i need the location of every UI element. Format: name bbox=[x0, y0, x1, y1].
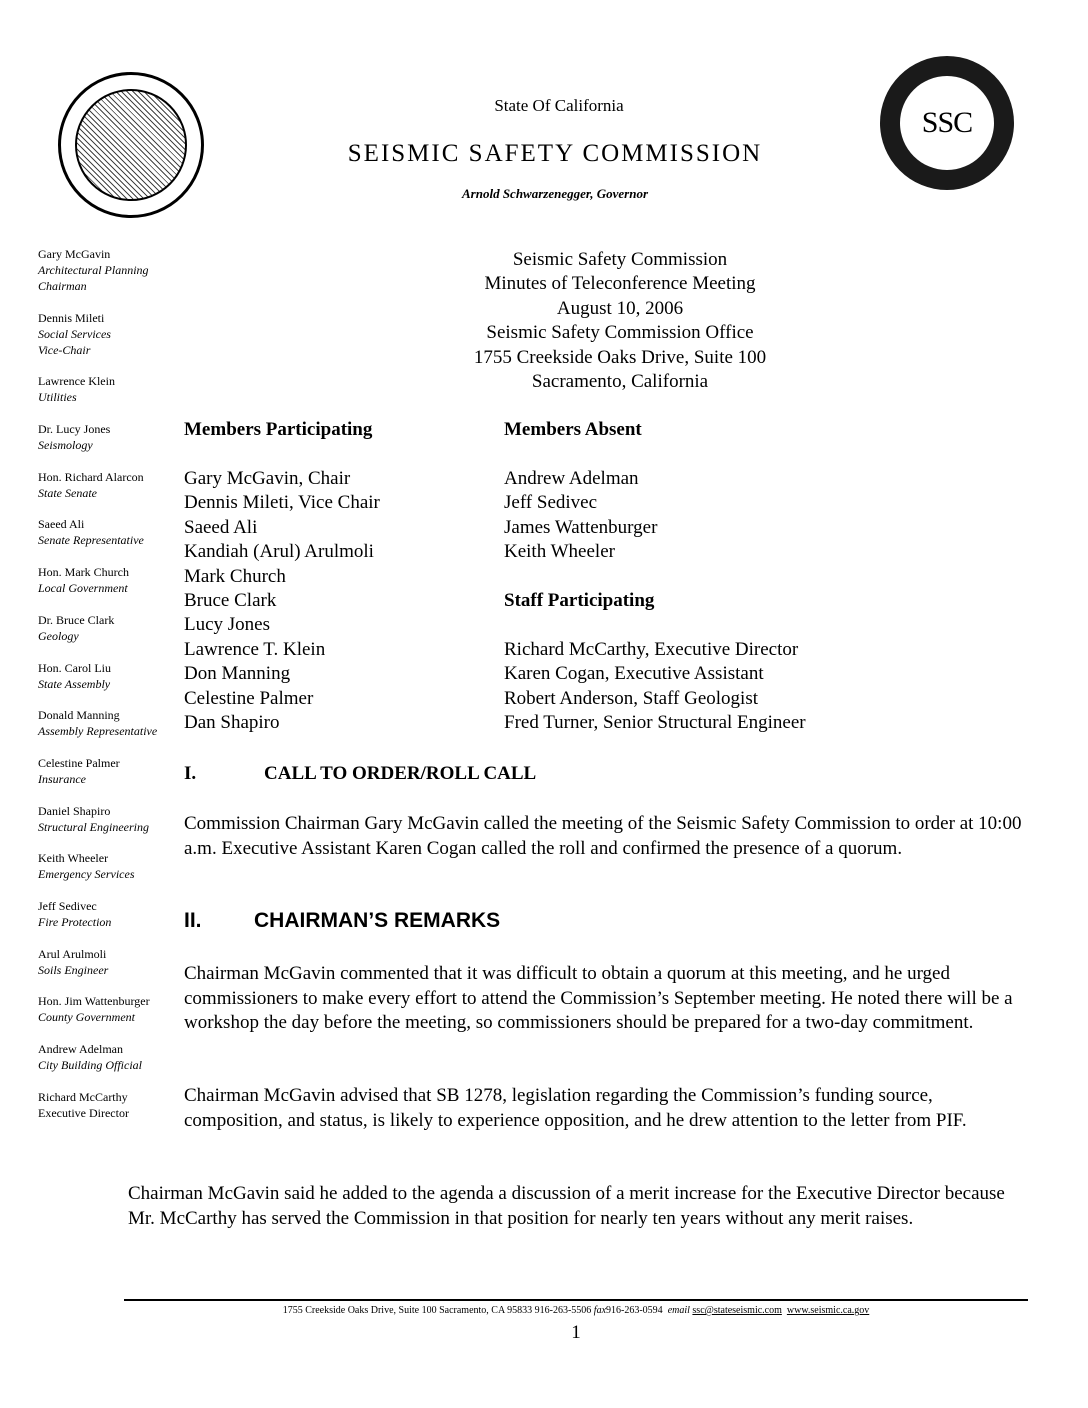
commissioner-role: Soils Engineer bbox=[38, 962, 109, 977]
commissioner-role: Insurance bbox=[38, 771, 86, 786]
commissioner-name: Celestine Palmer bbox=[38, 755, 120, 770]
commissioner-role: City Building Official bbox=[38, 1058, 142, 1072]
commissioner-role: Local Government bbox=[38, 581, 128, 596]
section-1-number: I. bbox=[184, 763, 197, 784]
members-participating-heading: Members Participating bbox=[184, 419, 373, 440]
commissioner-name: Saeed Ali bbox=[38, 517, 85, 532]
commissioner-name: Jeff Sedivec bbox=[38, 898, 97, 913]
commissioner-role: State Assembly bbox=[38, 676, 111, 691]
meeting-city: Sacramento, California bbox=[531, 371, 709, 393]
meeting-date: August 10, 2006 bbox=[556, 297, 684, 319]
commissioner-entry bbox=[38, 516, 178, 548]
participating-member: Kandiah (Arul) Arulmoli bbox=[184, 541, 374, 563]
participating-member: Saeed Ali bbox=[184, 516, 258, 538]
section-2-title: CHAIRMAN’S REMARKS bbox=[254, 909, 501, 932]
commissioner-name: Donald Manning bbox=[38, 708, 120, 723]
commissioner-entry bbox=[38, 421, 178, 453]
commissioner-name: Hon. Jim Wattenburger bbox=[38, 994, 150, 1009]
meeting-line2: Minutes of Teleconference Meeting bbox=[484, 273, 756, 295]
commissioner-entry bbox=[38, 850, 178, 882]
absent-member: Jeff Sedivec bbox=[504, 492, 598, 514]
participating-staff: Karen Cogan, Executive Assistant bbox=[504, 663, 764, 685]
commissioner-entry bbox=[38, 1041, 178, 1073]
participating-member: Gary McGavin, Chair bbox=[184, 468, 351, 489]
commissioner-title: Executive Director bbox=[38, 1105, 129, 1120]
participating-member: Mark Church bbox=[184, 565, 286, 587]
commissioner-name: Lawrence Klein bbox=[38, 374, 115, 389]
commissioner-role: Assembly Representative bbox=[38, 724, 158, 739]
commissioner-entry bbox=[38, 469, 178, 501]
participating-staff: Richard McCarthy, Executive Director bbox=[504, 639, 799, 660]
commissioner-name: Dr. Bruce Clark bbox=[38, 612, 115, 627]
commissioner-role: Seismology bbox=[38, 438, 93, 453]
commissioner-name: Hon. Carol Liu bbox=[38, 660, 111, 675]
section-2-heading bbox=[184, 909, 500, 933]
footer-rule bbox=[124, 1299, 1028, 1301]
commissioner-entry bbox=[38, 898, 178, 930]
commissioner-sidebar bbox=[38, 246, 178, 1136]
section-2-number: II. bbox=[184, 909, 202, 932]
commissioner-entry bbox=[38, 946, 178, 978]
commissioner-name: Hon. Richard Alarcon bbox=[38, 469, 144, 484]
commissioner-role: State Senate bbox=[38, 485, 97, 500]
participating-staff: Fred Turner, Senior Structural Engineer bbox=[504, 712, 806, 734]
participating-member: Lucy Jones bbox=[184, 614, 271, 636]
letterhead-governor: Arnold Schwarzenegger, Governor bbox=[462, 186, 648, 201]
participating-member: Bruce Clark bbox=[184, 590, 277, 612]
commissioner-entry bbox=[38, 803, 178, 835]
letterhead-state: State Of California bbox=[494, 96, 624, 115]
participating-staff: Robert Anderson, Staff Geologist bbox=[504, 687, 759, 709]
absent-member: Keith Wheeler bbox=[504, 541, 615, 563]
commissioner-name: Dennis Mileti bbox=[38, 310, 105, 325]
commissioner-entry bbox=[38, 993, 178, 1025]
commissioner-entry bbox=[38, 310, 178, 358]
participating-member: Lawrence T. Klein bbox=[184, 638, 326, 660]
participating-member: Dan Shapiro bbox=[184, 712, 280, 734]
commissioner-name: Arul Arulmoli bbox=[38, 946, 107, 961]
commissioner-name: Keith Wheeler bbox=[38, 851, 109, 866]
staff-participating-heading: Staff Participating bbox=[504, 590, 655, 611]
commissioner-role: Social Services bbox=[38, 326, 111, 341]
commissioner-role: Structural Engineering bbox=[38, 819, 149, 834]
commissioner-entry bbox=[38, 373, 178, 405]
section-1-heading bbox=[184, 763, 536, 785]
absent-member: Andrew Adelman bbox=[504, 468, 639, 489]
section-2-paragraph-1: Chairman McGavin commented that it was difficult to obtain a quorum at this meeting, and he urged commissioners to make every effort to attend the Commission’s September meeting. He noted there will be a workshop the day before the meeting, so commissioners should be prepared for a two-day commitment. bbox=[184, 963, 1013, 1033]
participating-member: Don Manning bbox=[184, 663, 291, 685]
members-absent-list bbox=[504, 467, 657, 565]
page-number: 1 bbox=[571, 1322, 581, 1343]
meeting-address: 1755 Creekside Oaks Drive, Suite 100 bbox=[473, 346, 767, 368]
members-participating-list bbox=[184, 467, 380, 735]
commissioner-name: Dr. Lucy Jones bbox=[38, 422, 111, 437]
participating-member: Dennis Mileti, Vice Chair bbox=[184, 492, 380, 514]
section-1-title: CALL TO ORDER/ROLL CALL bbox=[264, 763, 537, 784]
commissioner-role: Fire Protection bbox=[38, 914, 112, 929]
footer-address: 1755 Creekside Oaks Drive, Suite 100 Sacramento, CA 95833 916-263-5506 bbox=[282, 1305, 592, 1316]
commissioner-name: Gary McGavin bbox=[38, 247, 111, 261]
commissioner-name: Daniel Shapiro bbox=[38, 803, 111, 818]
commissioner-role: County Government bbox=[38, 1010, 135, 1025]
commissioner-role: Emergency Services bbox=[38, 867, 135, 882]
commissioner-entry bbox=[38, 660, 178, 692]
section-2-paragraph-3: Chairman McGavin said he added to the agenda a discussion of a merit increase for the Executive Director because Mr. McCarthy has served the Commission in that position for nearly ten years without any merit raises. bbox=[128, 1183, 1005, 1229]
commissioner-entry bbox=[38, 1089, 178, 1121]
footer-email-link[interactable]: ssc@stateseismic.com bbox=[692, 1305, 782, 1316]
absent-member: James Wattenburger bbox=[504, 516, 658, 538]
commissioner-entry bbox=[38, 564, 178, 596]
letterhead-commission: SEISMIC SAFETY COMMISSION bbox=[347, 140, 763, 167]
staff-participating-list bbox=[504, 638, 806, 736]
members-absent-heading: Members Absent bbox=[504, 419, 642, 440]
commissioner-role: Architectural Planning bbox=[38, 263, 149, 277]
section-2-paragraph-2: Chairman McGavin advised that SB 1278, legislation regarding the Commission’s funding source, composition, and status, is likely to experience opposition, and he drew attention to the letter from PIF. bbox=[184, 1085, 967, 1131]
commissioner-role: Geology bbox=[38, 628, 79, 643]
section-1-text: Commission Chairman Gary McGavin called the meeting of the Seismic Safety Commission to order at 10:00 a.m. Executive Assistant Karen Cogan called the roll and confirmed the presence of a quorum. bbox=[184, 813, 1022, 859]
footer-fax: 916-263-0594 bbox=[606, 1305, 663, 1316]
commissioner-name: Hon. Mark Church bbox=[38, 565, 129, 580]
commissioner-name: Andrew Adelman bbox=[38, 1042, 123, 1056]
commissioner-name: Richard McCarthy bbox=[38, 1089, 128, 1104]
ssc-seal-logo bbox=[880, 56, 1014, 190]
meeting-location: Seismic Safety Commission Office bbox=[486, 322, 754, 344]
participating-member: Celestine Palmer bbox=[184, 687, 314, 709]
footer-email-label: email bbox=[667, 1305, 690, 1316]
footer-fax-label: fax bbox=[593, 1305, 607, 1316]
meeting-header bbox=[420, 248, 820, 394]
footer-contact bbox=[124, 1305, 1028, 1316]
commissioner-entry bbox=[38, 755, 178, 787]
commissioner-title: Vice-Chair bbox=[38, 342, 91, 357]
commissioner-title: Chairman bbox=[38, 279, 87, 293]
commissioner-entry bbox=[38, 246, 178, 294]
meeting-line1: Seismic Safety Commission bbox=[512, 249, 728, 270]
commissioner-role: Utilities bbox=[38, 390, 77, 405]
commissioner-entry bbox=[38, 707, 178, 739]
commissioner-entry bbox=[38, 612, 178, 644]
ssc-seal-text: SSC bbox=[900, 76, 994, 170]
commissioner-role: Senate Representative bbox=[38, 533, 144, 548]
footer-website-link[interactable]: www.seismic.ca.gov bbox=[786, 1305, 870, 1316]
